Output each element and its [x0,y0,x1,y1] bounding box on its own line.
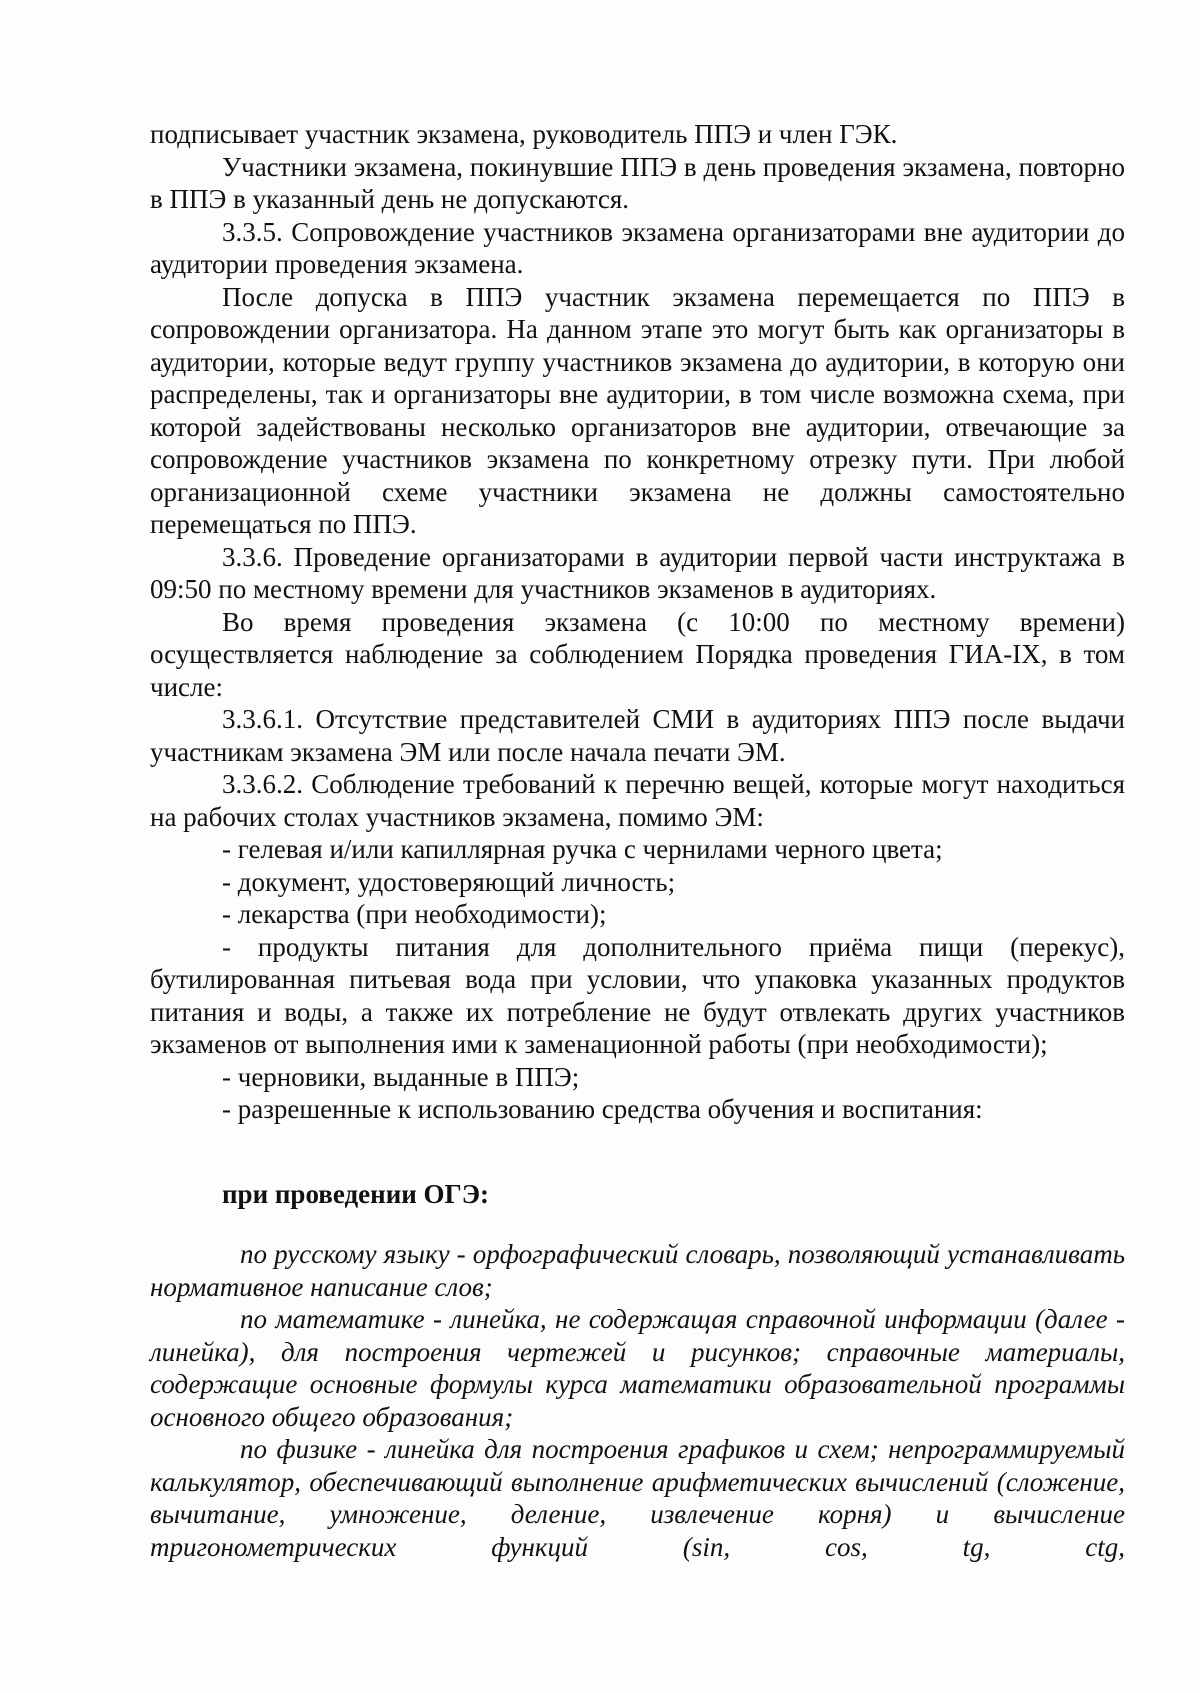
paragraph-readmission-rule: Участники экзамена, покинувшие ППЭ в день проведения экзамена, повторно в ППЭ в указанный день не допускаются. [150,151,1125,214]
list-item-drafts: - черновики, выданные в ППЭ; [222,1061,580,1092]
italic-paragraph-physics: по физике - линейка для построения графиков и схем; непрограммируемый калькулятор, обеспечивающий выполнение арифметических вычислений (сложение, вычитание, умножение, деление, извлечение корня) и вычисление тригонометрических функций (sin, cos, tg, ctg, [150,1434,1125,1562]
section-heading-oge: при проведении ОГЭ: [222,1178,490,1209]
list-item-pen: - гелевая и/или капиллярная ручка с чернилами черного цвета; [222,834,943,864]
document-body [150,118,1125,1563]
italic-paragraph-math: по математике - линейка, не содержащая справочной информации (далее - линейка), для построения чертежей и рисунков; справочные материалы, содержащие основные формулы курса математики образовательной программы основного общего образования; [150,1304,1125,1432]
list-item-allowed-materials: - разрешенные к использованию средства обучения и воспитания: [222,1094,983,1124]
list-item-medicine: - лекарства (при необходимости); [222,899,607,929]
paragraph-escort-procedure: После допуска в ППЭ участник экзамена перемещается по ППЭ в сопровождении организатора. На данном этапе это могут быть как организаторы в аудитории, которые ведут группу участников экзамена до аудитории, в которую они распределены, так и организаторы вне аудитории, в том числе возможна схема, при которой задействованы несколько организаторов вне аудитории, отвечающие за сопровождение участников экзамена по конкретному отрезку пути. При любой организационной схеме участники экзамена не должны самостоятельно перемещаться по ППЭ. [150,281,1125,539]
paragraph-3-3-6: 3.3.6. Проведение организаторами в аудитории первой части инструктажа в 09:50 по местному времени для участников экзаменов в аудиториях. [150,541,1125,604]
paragraph-3-3-6-2: 3.3.6.2. Соблюдение требований к перечню вещей, которые могут находиться на рабочих столах участников экзамена, помимо ЭМ: [150,769,1125,832]
list-item-food-water: - продукты питания для дополнительного приёма пищи (перекус), бутилированная питьевая вода при условии, что упаковка указанных продуктов питания и воды, а также их потребление не будут отвлекать других участников экзаменов от выполнения ими к заменационной работы (при необходимости); [150,931,1125,1059]
italic-paragraph-russian: по русскому языку - орфографический словарь, позволяющий устанавливать нормативное написание слов; [150,1239,1125,1302]
paragraph-3-3-6-1: 3.3.6.1. Отсутствие представителей СМИ в аудиториях ППЭ после выдачи участникам экзамена ЭМ или после начала печати ЭМ. [150,704,1125,767]
paragraph-exam-monitoring: Во время проведения экзамена (с 10:00 по местному времени) осуществляется наблюдение за соблюдением Порядка проведения ГИА-IX, в том числе: [150,606,1125,702]
paragraph-3-3-5: 3.3.5. Сопровождение участников экзамена организаторами вне аудитории до аудитории проведения экзамена. [150,216,1125,279]
paragraph-signature-line: подписывает участник экзамена, руководитель ППЭ и член ГЭК. [150,119,898,149]
list-item-id-document: - документ, удостоверяющий личность; [222,866,676,897]
